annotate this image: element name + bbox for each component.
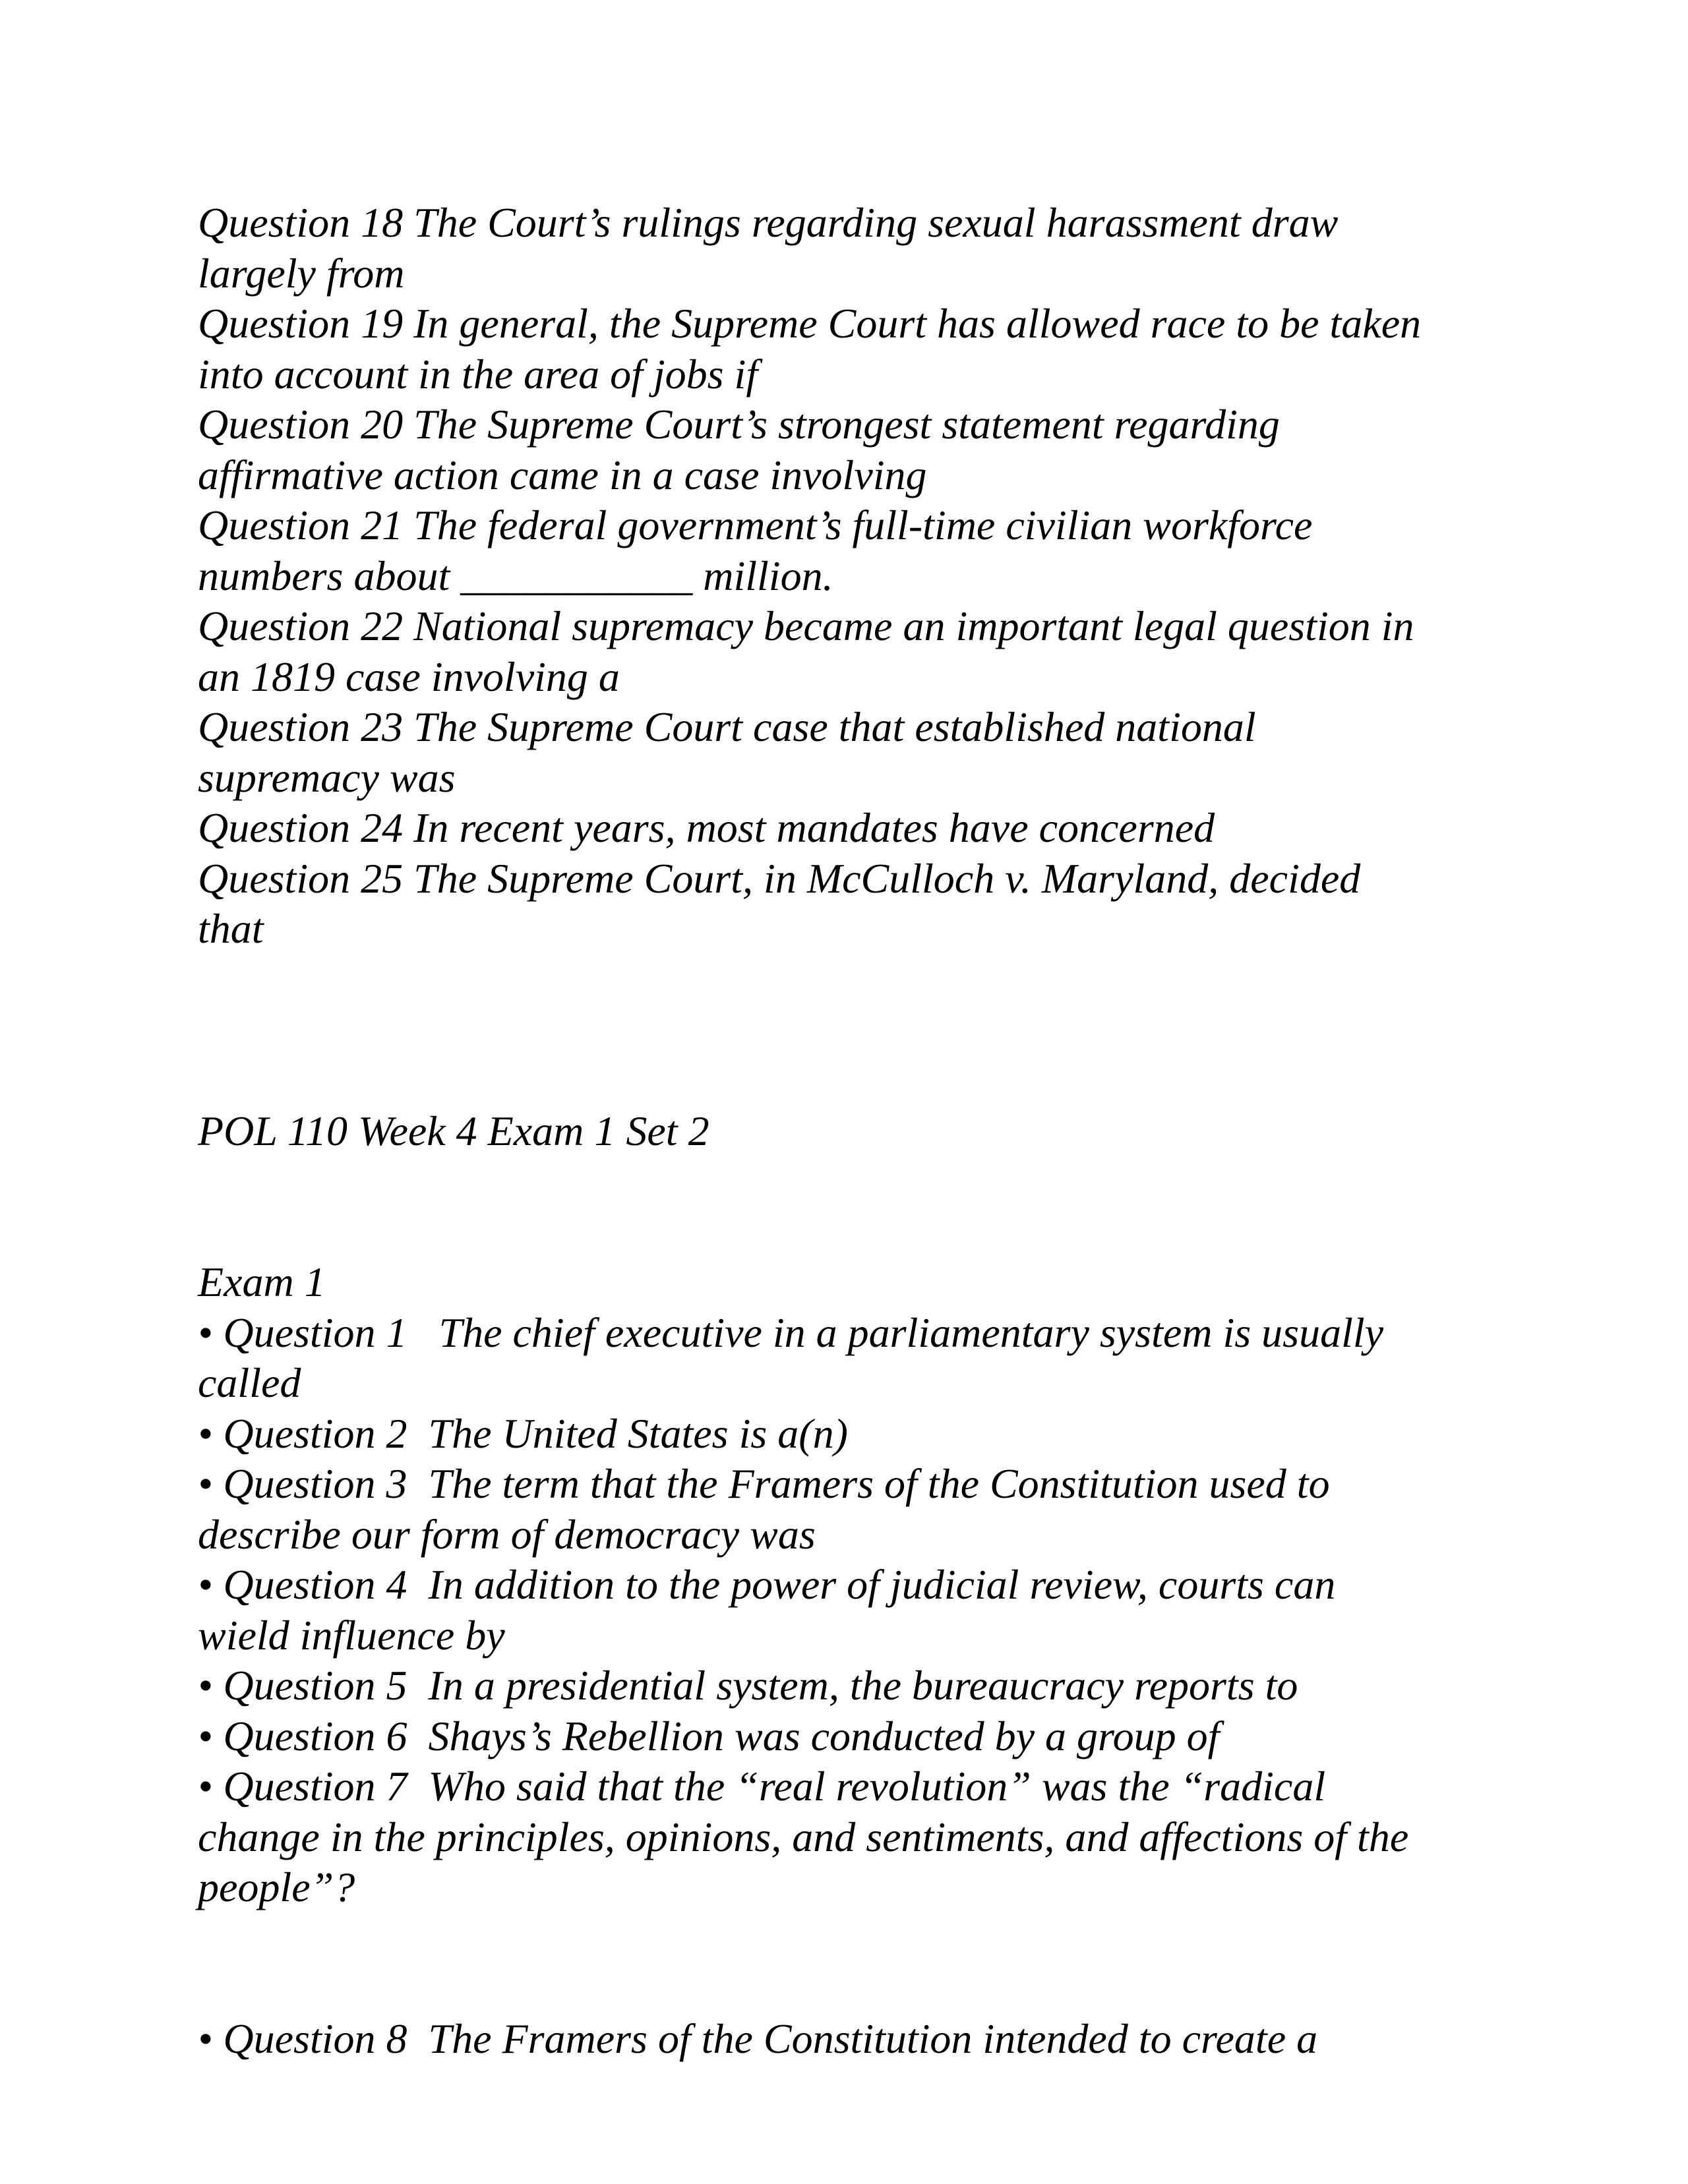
text-line: • Question 1 The chief executive in a parliamentary system is usually <box>198 1309 1384 1356</box>
text-line: • Question 6 Shays’s Rebellion was conducted by a group of <box>198 1712 1220 1759</box>
text-line: • Question 5 In a presidential system, the bureaucracy reports to <box>198 1662 1298 1709</box>
text-line: largely from <box>198 249 405 297</box>
text-line: change in the principles, opinions, and sentiments, and affections of the <box>198 1813 1409 1860</box>
text-line: Question 21 The federal government’s full-time civilian workforce <box>198 502 1313 548</box>
text-line: called <box>198 1359 301 1406</box>
document-body <box>198 198 1510 2064</box>
questions-18-25 <box>198 198 1510 955</box>
text-line: Question 23 The Supreme Court case that established national <box>198 703 1256 750</box>
text-line: wield influence by <box>198 1611 505 1659</box>
text-line: Question 19 In general, the Supreme Court has allowed race to be taken <box>198 300 1422 347</box>
text-line: Question 18 The Court’s rulings regarding sexual harassment draw <box>198 199 1339 246</box>
exam-heading: Exam 1 <box>198 1258 326 1305</box>
text-line: Question 24 In recent years, most mandates have concerned <box>198 804 1215 851</box>
text-line: numbers about ___________ million. <box>198 552 833 599</box>
text-line: • Question 4 In addition to the power of judicial review, courts can <box>198 1561 1336 1608</box>
set-heading: POL 110 Week 4 Exam 1 Set 2 <box>198 1107 709 1154</box>
text-line: supremacy was <box>198 753 456 801</box>
text-line: • Question 3 The term that the Framers of the Constitution used to <box>198 1460 1330 1507</box>
text-line: • Question 8 The Framers of the Constitution intended to create a <box>198 2015 1318 2062</box>
text-line: describe our form of democracy was <box>198 1510 816 1558</box>
text-line: Question 25 The Supreme Court, in McCulloch v. Maryland, decided <box>198 854 1361 902</box>
text-line: • Question 2 The United States is a(n) <box>198 1409 848 1457</box>
text-line: an 1819 case involving a <box>198 653 620 700</box>
text-line: affirmative action came in a case involving <box>198 451 927 498</box>
text-line: people”? <box>198 1864 355 1910</box>
text-line: • Question 7 Who said that the “real revolution” was the “radical <box>198 1763 1326 1810</box>
exam-1-questions <box>198 1308 1510 1913</box>
text-line: that <box>198 905 264 952</box>
text-line: Question 22 National supremacy became an important legal question in <box>198 603 1414 649</box>
text-line: into account in the area of jobs if <box>198 350 758 398</box>
text-line: Question 20 The Supreme Court’s strongest statement regarding <box>198 401 1280 448</box>
